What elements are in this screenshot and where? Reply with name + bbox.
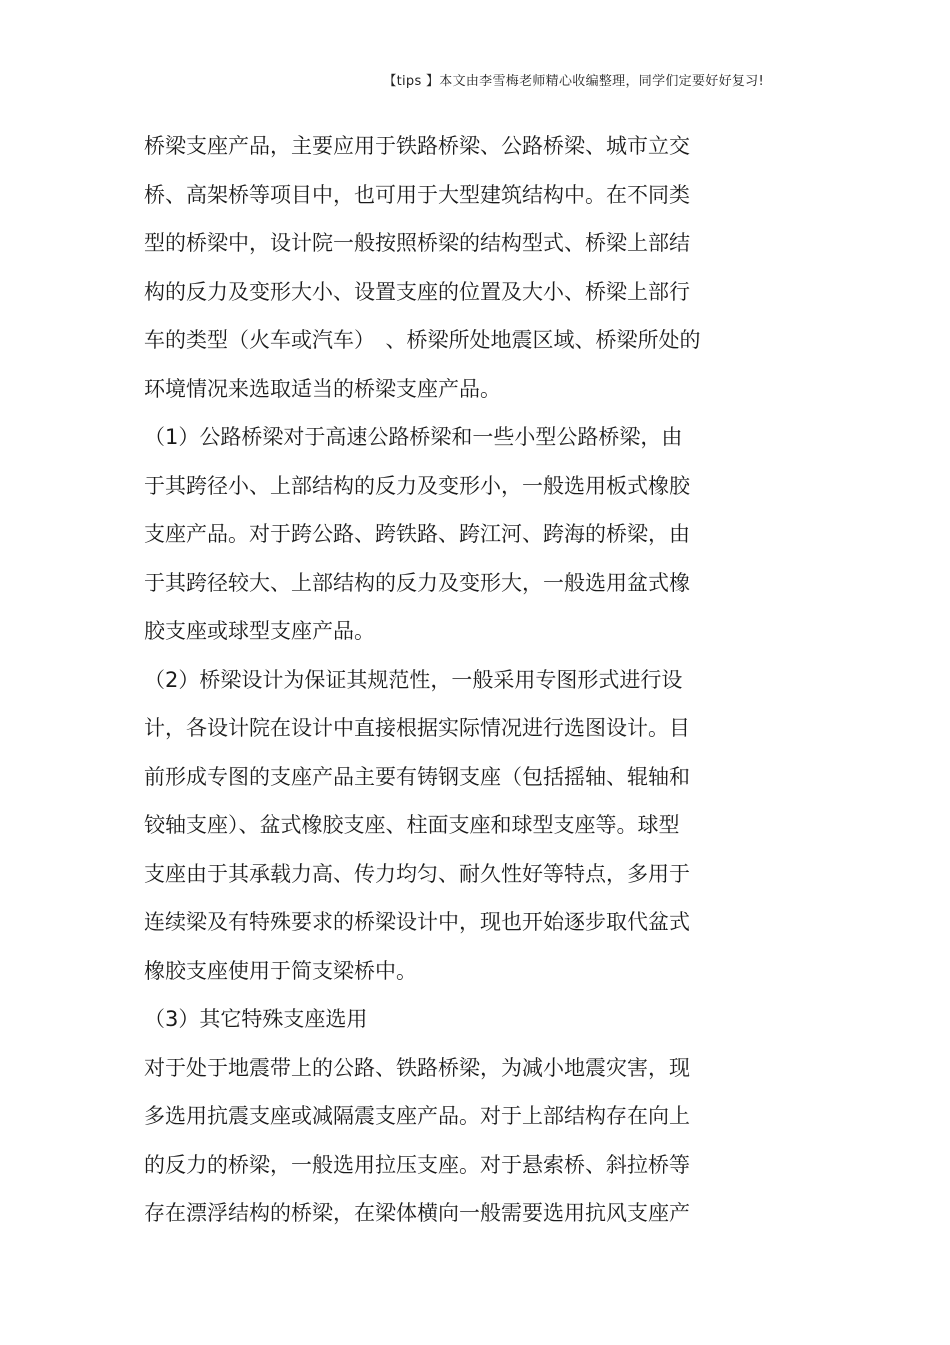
text-line: 橡胶支座使用于简支梁桥中。 [144,958,417,983]
text-line: 的反力的桥梁，一般选用拉压支座。对于悬索桥、斜拉桥等 [144,1152,690,1177]
text-line: 于其跨径小、上部结构的反力及变形小，一般选用板式橡胶 [144,473,690,498]
text-line: 存在漂浮结构的桥梁，在梁体横向一般需要选用抗风支座产 [144,1201,690,1225]
text-line: 型的桥梁中，设计院一般按照桥梁的结构型式、桥梁上部结 [144,231,690,255]
text-line: 环境情况来选取适当的桥梁支座产品。 [144,376,501,401]
document-body [144,122,784,1238]
text-line: 车的类型（火车或汽车） 、桥梁所处地震区域、桥梁所处的 [144,328,701,352]
text-line: 胶支座或球型支座产品。 [144,619,375,643]
text-line: 桥梁支座产品，主要应用于铁路桥梁、公路桥梁、城市立交 [144,134,690,158]
text-line: 构的反力及变形大小、设置支座的位置及大小、桥梁上部行 [144,279,690,304]
text-line: 连续梁及有特殊要求的桥梁设计中，现也开始逐步取代盆式 [144,910,690,934]
text-line: 支座产品。对于跨公路、跨铁路、跨江河、跨海的桥梁，由 [144,522,690,546]
text-line: 对于处于地震带上的公路、铁路桥梁，为减小地震灾害，现 [144,1055,690,1080]
section-2-heading-line: （2）桥梁设计为保证其规范性，一般采用专图形式进行设 [144,667,683,692]
header-tips-note: 【tips 】本文由李雪梅老师精心收编整理，同学们定要好好复习! [383,74,764,89]
text-line: 于其跨径较大、上部结构的反力及变形大，一般选用盆式橡 [144,570,690,595]
text-line: 铰轴支座）、盆式橡胶支座、柱面支座和球型支座等。球型 [144,813,680,837]
section-1-heading-line: （1）公路桥梁对于高速公路桥梁和一些小型公路桥梁，由 [144,425,683,449]
text-line: 多选用抗震支座或减隔震支座产品。对于上部结构存在向上 [144,1104,690,1128]
text-line: 前形成专图的支座产品主要有铸钢支座（包括摇轴、辊轴和 [144,764,690,789]
text-line: 支座由于其承载力高、传力均匀、耐久性好等特点，多用于 [144,861,690,886]
text-line: 计，各设计院在设计中直接根据实际情况进行选图设计。目 [144,716,690,740]
text-line: 桥、高架桥等项目中，也可用于大型建筑结构中。在不同类 [144,182,690,207]
section-3-heading: （3）其它特殊支座选用 [144,1007,368,1031]
